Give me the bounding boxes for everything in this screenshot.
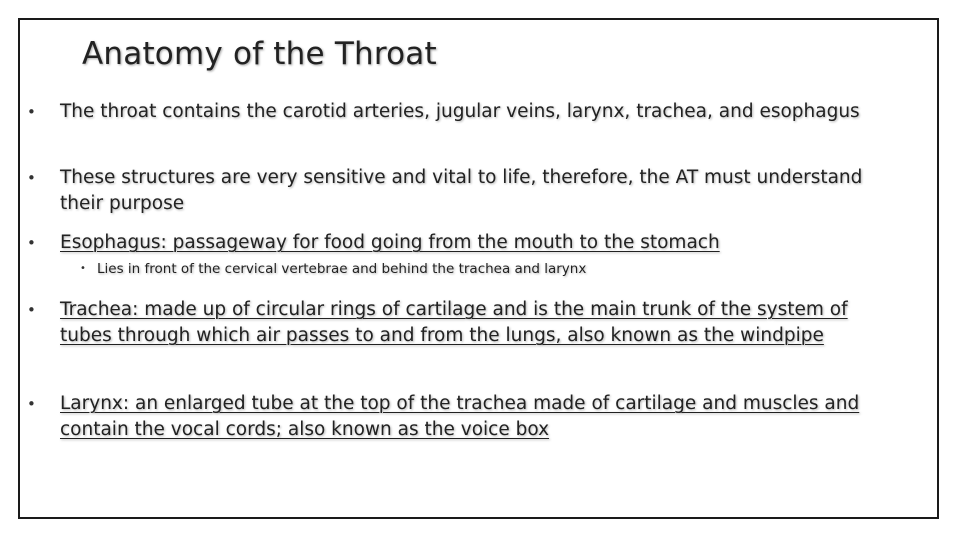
bullet-trachea	[27, 297, 880, 349]
bullet-larynx	[27, 391, 880, 443]
bullet-esophagus	[27, 230, 880, 256]
slide-title: Anatomy of the Throat	[82, 36, 437, 72]
bullet-structures-vital	[27, 165, 880, 217]
bullet-marker: •	[27, 234, 36, 252]
bullet-text: Trachea: made up of circular rings of cartilage and is the main trunk of the system of tubes through which air passes to and from the lungs, also known as the windpipe	[60, 299, 848, 346]
bullet-marker: •	[27, 301, 36, 319]
bullet-text: These structures are very sensitive and vital to life, therefore, the AT must understand their purpose	[60, 167, 863, 214]
bullet-text: Lies in front of the cervical vertebrae and behind the trachea and larynx	[97, 261, 587, 277]
bullet-marker: •	[80, 263, 86, 274]
bullet-marker: •	[27, 169, 36, 187]
bullet-text: Larynx: an enlarged tube at the top of the trachea made of cartilage and muscles and contain the vocal cords; also known as the voice box	[60, 393, 860, 440]
subbullet-esophagus-location	[80, 259, 797, 279]
bullet-throat-contents	[27, 99, 880, 125]
bullet-marker: •	[27, 103, 36, 121]
slide	[18, 18, 939, 519]
bullet-marker: •	[27, 395, 36, 413]
bullet-text: Esophagus: passageway for food going from the mouth to the stomach	[60, 232, 720, 253]
bullet-text: The throat contains the carotid arteries, jugular veins, larynx, trachea, and esophagus	[60, 101, 860, 122]
